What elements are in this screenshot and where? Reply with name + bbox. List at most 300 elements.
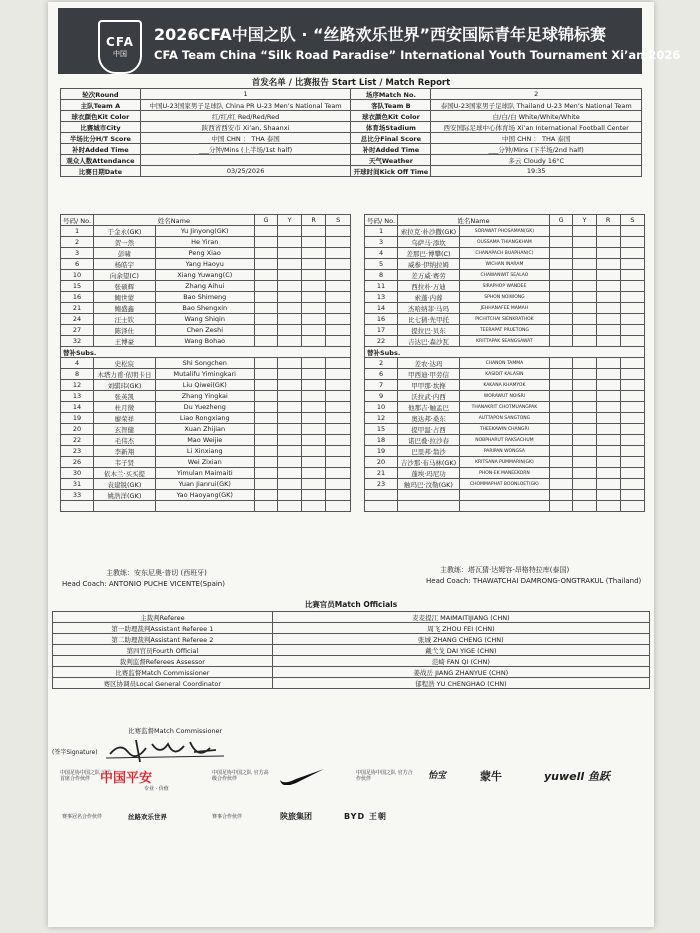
empty-cell xyxy=(155,501,254,512)
player-number: 2 xyxy=(365,358,398,369)
player-number: 21 xyxy=(61,303,94,314)
stat-cell xyxy=(549,446,572,457)
stat-cell xyxy=(326,380,351,391)
player-row xyxy=(365,292,645,303)
info-value: ___分钟/Mins (上半场/1st half) xyxy=(140,144,351,155)
player-number: 14 xyxy=(61,402,94,413)
stat-cell xyxy=(573,468,596,479)
player-row xyxy=(365,281,645,292)
stat-cell xyxy=(326,248,351,259)
info-row xyxy=(61,144,642,155)
player-number: 17 xyxy=(365,325,398,336)
player-name-en: PARIPAN WONGSA xyxy=(459,446,549,457)
info-label: 观众人数Attendance xyxy=(61,155,141,166)
official-name: 周飞 ZHOU FEI (CHN) xyxy=(272,623,649,634)
stat-cell xyxy=(573,237,596,248)
officials-table xyxy=(52,611,650,689)
stat-cell xyxy=(573,281,596,292)
info-label: 体育场Stadium xyxy=(351,122,431,133)
info-value: ___分钟/Mins (下半场/2nd half) xyxy=(431,144,642,155)
official-name: 戴弋戈 DAI YIGE (CHN) xyxy=(272,645,649,656)
player-name-en: Yimulan Maimaiti xyxy=(155,468,254,479)
stat-cell xyxy=(254,468,278,479)
player-number: 32 xyxy=(61,336,94,347)
stat-cell xyxy=(549,402,572,413)
team-b-coach-cn: 主教练：塔瓦猜·达姆容-昂格特拉库(泰国) xyxy=(440,566,570,574)
player-number: 15 xyxy=(365,424,398,435)
player-name-cn: 姚浩洋(GK) xyxy=(94,490,156,501)
player-row xyxy=(365,248,645,259)
info-value: 泰国U-23国家男子足球队 Thailand U-23 Men’s National Team xyxy=(431,100,642,111)
player-name-cn: 史松宸 xyxy=(94,358,156,369)
tournament-header xyxy=(58,8,681,74)
stat-cell xyxy=(620,380,644,391)
player-number: 20 xyxy=(61,424,94,435)
player-name-en: WORAWUT NOISRI xyxy=(459,391,549,402)
player-row xyxy=(61,303,351,314)
player-row xyxy=(61,336,351,347)
player-number: 19 xyxy=(61,413,94,424)
stat-cell xyxy=(326,336,351,347)
player-name-cn: 廖荣祥 xyxy=(94,413,156,424)
official-name: 麦麦提江 MAIMAITIJIANG (CHN) xyxy=(272,612,649,623)
stat-cell xyxy=(573,435,596,446)
stat-cell xyxy=(573,446,596,457)
stat-cell xyxy=(278,336,302,347)
player-number: 23 xyxy=(365,479,398,490)
commissioner-sign-label: 比赛监督Match Commissioner xyxy=(128,727,223,735)
player-name-cn: 张英凯 xyxy=(94,391,156,402)
empty-cell xyxy=(549,490,572,501)
stat-cell xyxy=(596,226,620,237)
player-name-cn: 吉达巴·森沙瓦 xyxy=(398,336,460,347)
stat-cell xyxy=(326,446,351,457)
player-name-cn: 触玛巴·汶勒(GK) xyxy=(398,479,460,490)
player-name-en: CHOMMAPHAT BOONLOET(GK) xyxy=(459,479,549,490)
player-number: 31 xyxy=(61,479,94,490)
player-row xyxy=(61,248,351,259)
player-name-en: KAKANA KHAMYOK xyxy=(459,380,549,391)
stat-cell xyxy=(573,402,596,413)
player-name-cn: 鲍盛鑫 xyxy=(94,303,156,314)
col-g: G xyxy=(549,215,572,226)
player-row xyxy=(365,468,645,479)
yuwell-logo: yuwell 鱼跃 xyxy=(544,770,610,783)
signature-label: (签字Signature) xyxy=(52,749,98,756)
stat-cell xyxy=(301,446,326,457)
player-number: 11 xyxy=(365,281,398,292)
subs-label: 替补Subs. xyxy=(61,347,351,358)
player-name-cn: 乌萨马·添坎 xyxy=(398,237,460,248)
stat-cell xyxy=(573,479,596,490)
player-number: 12 xyxy=(365,413,398,424)
subs-header-row xyxy=(61,347,351,358)
event-partner-label: 赛事合作伙伴 xyxy=(212,814,243,820)
empty-cell xyxy=(596,501,620,512)
match-report-sheet xyxy=(48,2,681,927)
player-name-en: AUTTAPON SANGTONG xyxy=(459,413,549,424)
player-row xyxy=(365,479,645,490)
player-row xyxy=(365,413,645,424)
player-number: 30 xyxy=(61,468,94,479)
stat-cell xyxy=(326,457,351,468)
stat-cell xyxy=(326,424,351,435)
empty-row xyxy=(61,501,351,512)
player-name-en: CHAWANWIT SEALAO xyxy=(459,270,549,281)
info-label: 比赛日期Date xyxy=(61,166,141,177)
subs-header-row xyxy=(365,347,645,358)
stat-cell xyxy=(596,237,620,248)
empty-cell xyxy=(278,501,302,512)
player-name-en: He Yiran xyxy=(155,237,254,248)
stat-cell xyxy=(596,325,620,336)
player-name-en: Yuan Jianrui(GK) xyxy=(155,479,254,490)
player-name-cn: 提甲温·占西 xyxy=(398,424,460,435)
info-label: 开球时间Kick Off Time xyxy=(351,166,431,177)
official-name: 姜战岳 JIANG ZHANYUE (CHN) xyxy=(272,667,649,678)
col-name: 姓名Name xyxy=(94,215,255,226)
stat-cell xyxy=(326,468,351,479)
stat-cell xyxy=(254,380,278,391)
stat-cell xyxy=(301,237,326,248)
info-label: 轮次Round xyxy=(61,89,141,100)
roster-header-row xyxy=(61,215,351,226)
tournament-title-cn: 2026CFA中国之队 · “丝路欢乐世界”西安国际青年足球锦标赛 xyxy=(154,25,607,44)
stat-cell xyxy=(278,413,302,424)
stat-cell xyxy=(620,457,644,468)
stat-cell xyxy=(620,369,644,380)
stat-cell xyxy=(573,314,596,325)
stat-cell xyxy=(278,226,302,237)
byd-dynasty-logo: BYD 王朝 xyxy=(344,812,387,821)
roster-header-row xyxy=(365,215,645,226)
stat-cell xyxy=(254,391,278,402)
stat-cell xyxy=(254,325,278,336)
player-name-cn: 提拉巴·贝东 xyxy=(398,325,460,336)
info-label: 补时Added Time xyxy=(351,144,431,155)
stat-cell xyxy=(596,248,620,259)
logo-text-bottom: 中国 xyxy=(113,50,127,58)
stat-cell xyxy=(596,479,620,490)
player-number: 15 xyxy=(61,281,94,292)
stat-cell xyxy=(596,413,620,424)
stat-cell xyxy=(620,468,644,479)
logo-text-top: CFA xyxy=(106,35,134,49)
official-name: 张城 ZHANG CHENG (CHN) xyxy=(272,634,649,645)
player-row xyxy=(365,457,645,468)
official-role: 赛区协调员Local General Coordinator xyxy=(53,678,273,689)
player-row xyxy=(365,259,645,270)
player-name-en: Bao Shengxin xyxy=(155,303,254,314)
stat-cell xyxy=(620,336,644,347)
player-number: 5 xyxy=(365,259,398,270)
stat-cell xyxy=(301,380,326,391)
player-number: 19 xyxy=(365,446,398,457)
player-number: 33 xyxy=(61,490,94,501)
stat-cell xyxy=(620,237,644,248)
info-label: 球衣颜色Kit Color xyxy=(351,111,431,122)
stat-cell xyxy=(301,369,326,380)
stat-cell xyxy=(620,292,644,303)
stat-cell xyxy=(326,391,351,402)
chief-partner-label: 中国足协中国之队 官方首席合作伙伴 xyxy=(60,770,112,782)
player-name-en: Mao Weijie xyxy=(155,435,254,446)
stat-cell xyxy=(549,369,572,380)
stat-cell xyxy=(620,424,644,435)
player-row xyxy=(61,391,351,402)
col-y: Y xyxy=(573,215,596,226)
stat-cell xyxy=(326,281,351,292)
player-name-cn: 依木兰·买买提 xyxy=(94,468,156,479)
stat-cell xyxy=(326,314,351,325)
player-name-cn: 诺巴叠·拉沙春 xyxy=(398,435,460,446)
player-row xyxy=(61,435,351,446)
stat-cell xyxy=(278,391,302,402)
player-name-en: PHON-EK MANEEKORN xyxy=(459,468,549,479)
stat-cell xyxy=(620,479,644,490)
stat-cell xyxy=(278,358,302,369)
player-number: 24 xyxy=(61,314,94,325)
player-row xyxy=(61,479,351,490)
player-row xyxy=(365,314,645,325)
player-number: 10 xyxy=(365,402,398,413)
stat-cell xyxy=(620,314,644,325)
player-number: 20 xyxy=(365,457,398,468)
player-name-en: KASIDIT KALASIN xyxy=(459,369,549,380)
info-label: 客队Team B xyxy=(351,100,431,111)
player-row xyxy=(365,303,645,314)
player-row xyxy=(61,226,351,237)
team-b-coach-en: Head Coach: THAWATCHAI DAMRONG-ONGTRAKUL (Thailand) xyxy=(426,577,642,585)
stat-cell xyxy=(596,259,620,270)
empty-cell xyxy=(596,490,620,501)
pingan-slogan: 专业 · 价值 xyxy=(144,786,169,792)
officials-title: 比赛官员Match Officials xyxy=(304,600,398,609)
player-number: 1 xyxy=(365,226,398,237)
stat-cell xyxy=(278,248,302,259)
stat-cell xyxy=(620,248,644,259)
info-row xyxy=(61,166,642,177)
official-role: 第一助理裁判Assistant Referee 1 xyxy=(53,623,273,634)
official-role: 第二助理裁判Assistant Referee 2 xyxy=(53,634,273,645)
stat-cell xyxy=(573,369,596,380)
mengniu-logo: 蒙牛 xyxy=(480,770,502,783)
player-row xyxy=(61,325,351,336)
stat-cell xyxy=(326,292,351,303)
stat-cell xyxy=(254,369,278,380)
player-number: 6 xyxy=(365,369,398,380)
player-name-en: Li Xinxiang xyxy=(155,446,254,457)
player-row xyxy=(61,314,351,325)
info-value: 多云 Cloudy 16°C xyxy=(431,155,642,166)
player-name-en: JEHHANAFEE MAMAH xyxy=(459,303,549,314)
stat-cell xyxy=(326,358,351,369)
player-number: 3 xyxy=(61,248,94,259)
official-row xyxy=(53,612,650,623)
player-number: 22 xyxy=(61,435,94,446)
player-name-cn: 西拉朴·万迪 xyxy=(398,281,460,292)
player-name-en: Wang Bohao xyxy=(155,336,254,347)
player-number: 10 xyxy=(61,270,94,281)
player-number: 3 xyxy=(365,237,398,248)
player-row xyxy=(61,424,351,435)
empty-cell xyxy=(459,490,549,501)
player-name-en: OUSSAMA THIANGKHAM xyxy=(459,237,549,248)
info-value: 白/白/白 White/White/White xyxy=(431,111,642,122)
player-number: 27 xyxy=(61,325,94,336)
stat-cell xyxy=(326,226,351,237)
col-y: Y xyxy=(278,215,302,226)
player-name-en: NOBPHARUT RAKSACHUM xyxy=(459,435,549,446)
stat-cell xyxy=(326,413,351,424)
stat-cell xyxy=(278,490,302,501)
player-name-cn: 汪士钦 xyxy=(94,314,156,325)
stat-cell xyxy=(596,468,620,479)
stat-cell xyxy=(278,325,302,336)
player-name-cn: 索拉克·朴沙撒(GK) xyxy=(398,226,460,237)
subs-label: 替补Subs. xyxy=(365,347,645,358)
player-name-cn: 差万威·赛劳 xyxy=(398,270,460,281)
empty-cell xyxy=(573,501,596,512)
stat-cell xyxy=(549,479,572,490)
stat-cell xyxy=(278,237,302,248)
stat-cell xyxy=(573,248,596,259)
player-name-cn: 玄智健 xyxy=(94,424,156,435)
player-name-cn: 向余望(C) xyxy=(94,270,156,281)
player-name-en: WICHAN INARAM xyxy=(459,259,549,270)
stat-cell xyxy=(254,413,278,424)
stat-cell xyxy=(301,314,326,325)
empty-cell xyxy=(398,501,460,512)
player-name-cn: 蓬埃·玛尼功 xyxy=(398,468,460,479)
stat-cell xyxy=(549,468,572,479)
stat-cell xyxy=(326,270,351,281)
empty-cell xyxy=(620,490,644,501)
stat-cell xyxy=(254,314,278,325)
empty-row xyxy=(365,501,645,512)
player-row xyxy=(365,226,645,237)
stat-cell xyxy=(254,237,278,248)
stat-cell xyxy=(596,314,620,325)
player-row xyxy=(365,380,645,391)
stat-cell xyxy=(573,424,596,435)
stat-cell xyxy=(596,358,620,369)
stat-cell xyxy=(549,413,572,424)
player-row xyxy=(61,402,351,413)
empty-cell xyxy=(459,501,549,512)
info-value: 陕西省西安市 Xi’an, Shaanxi xyxy=(140,122,351,133)
player-row xyxy=(365,237,645,248)
empty-cell xyxy=(365,490,398,501)
player-row xyxy=(365,358,645,369)
stat-cell xyxy=(278,281,302,292)
player-row xyxy=(61,446,351,457)
player-name-cn: 张硕辉 xyxy=(94,281,156,292)
stat-cell xyxy=(620,358,644,369)
stat-cell xyxy=(596,292,620,303)
stat-cell xyxy=(326,435,351,446)
player-number: 8 xyxy=(61,369,94,380)
info-value: 中国U-23国家男子足球队 China PR U-23 Men’s National Team xyxy=(140,100,351,111)
player-number: 21 xyxy=(365,468,398,479)
stat-cell xyxy=(301,402,326,413)
player-row xyxy=(365,369,645,380)
stat-cell xyxy=(301,479,326,490)
stat-cell xyxy=(278,457,302,468)
player-name-cn: 索蓬·内蓉 xyxy=(398,292,460,303)
player-row xyxy=(365,435,645,446)
official-role: 裁判监督Referees Assessor xyxy=(53,656,273,667)
info-row xyxy=(61,133,642,144)
player-name-en: TEERAPAT PRUETONG xyxy=(459,325,549,336)
player-name-cn: 袁建锐(GK) xyxy=(94,479,156,490)
player-name-en: Chen Zeshi xyxy=(155,325,254,336)
empty-cell xyxy=(301,501,326,512)
stat-cell xyxy=(620,446,644,457)
player-name-en: Liao Rongxiang xyxy=(155,413,254,424)
info-value: 2 xyxy=(431,89,642,100)
info-value: 19:35 xyxy=(431,166,642,177)
player-name-en: Yang Haoyu xyxy=(155,259,254,270)
official-name: 郁程浩 YU CHENGHAO (CHN) xyxy=(272,678,649,689)
player-name-en: Xuan Zhijian xyxy=(155,424,254,435)
player-row xyxy=(365,336,645,347)
info-label: 主队Team A xyxy=(61,100,141,111)
player-row xyxy=(61,490,351,501)
stat-cell xyxy=(596,446,620,457)
player-number: 16 xyxy=(61,292,94,303)
player-number: 4 xyxy=(365,248,398,259)
player-number: 2 xyxy=(61,237,94,248)
player-name-en: Peng Xiao xyxy=(155,248,254,259)
player-name-cn: 差那巴·博攀(C) xyxy=(398,248,460,259)
stat-cell xyxy=(278,424,302,435)
stat-cell xyxy=(549,380,572,391)
player-row xyxy=(61,292,351,303)
stat-cell xyxy=(301,292,326,303)
info-value: 中国 CHN ： THA 泰国 xyxy=(140,133,351,144)
stat-cell xyxy=(301,281,326,292)
stat-cell xyxy=(549,358,572,369)
stat-cell xyxy=(326,490,351,501)
player-name-en: Bao Shimeng xyxy=(155,292,254,303)
stat-cell xyxy=(301,259,326,270)
stat-cell xyxy=(301,358,326,369)
stat-cell xyxy=(278,435,302,446)
stat-cell xyxy=(573,226,596,237)
stat-cell xyxy=(620,325,644,336)
stat-cell xyxy=(620,270,644,281)
player-name-cn: 威参·伊纳拉姆 xyxy=(398,259,460,270)
stat-cell xyxy=(326,402,351,413)
player-name-cn: 王博豪 xyxy=(94,336,156,347)
stat-cell xyxy=(596,270,620,281)
stat-cell xyxy=(573,292,596,303)
info-label: 比赛城市City xyxy=(61,122,141,133)
stat-cell xyxy=(301,336,326,347)
stat-cell xyxy=(326,237,351,248)
player-name-en: Mutalifu Yimingkari xyxy=(155,369,254,380)
stat-cell xyxy=(278,292,302,303)
player-number: 13 xyxy=(365,292,398,303)
player-row xyxy=(61,237,351,248)
pingan-logo: 中国平安 xyxy=(100,771,153,786)
player-row xyxy=(61,457,351,468)
player-number: 8 xyxy=(365,270,398,281)
stat-cell xyxy=(620,281,644,292)
player-number: 6 xyxy=(61,259,94,270)
stat-cell xyxy=(549,303,572,314)
